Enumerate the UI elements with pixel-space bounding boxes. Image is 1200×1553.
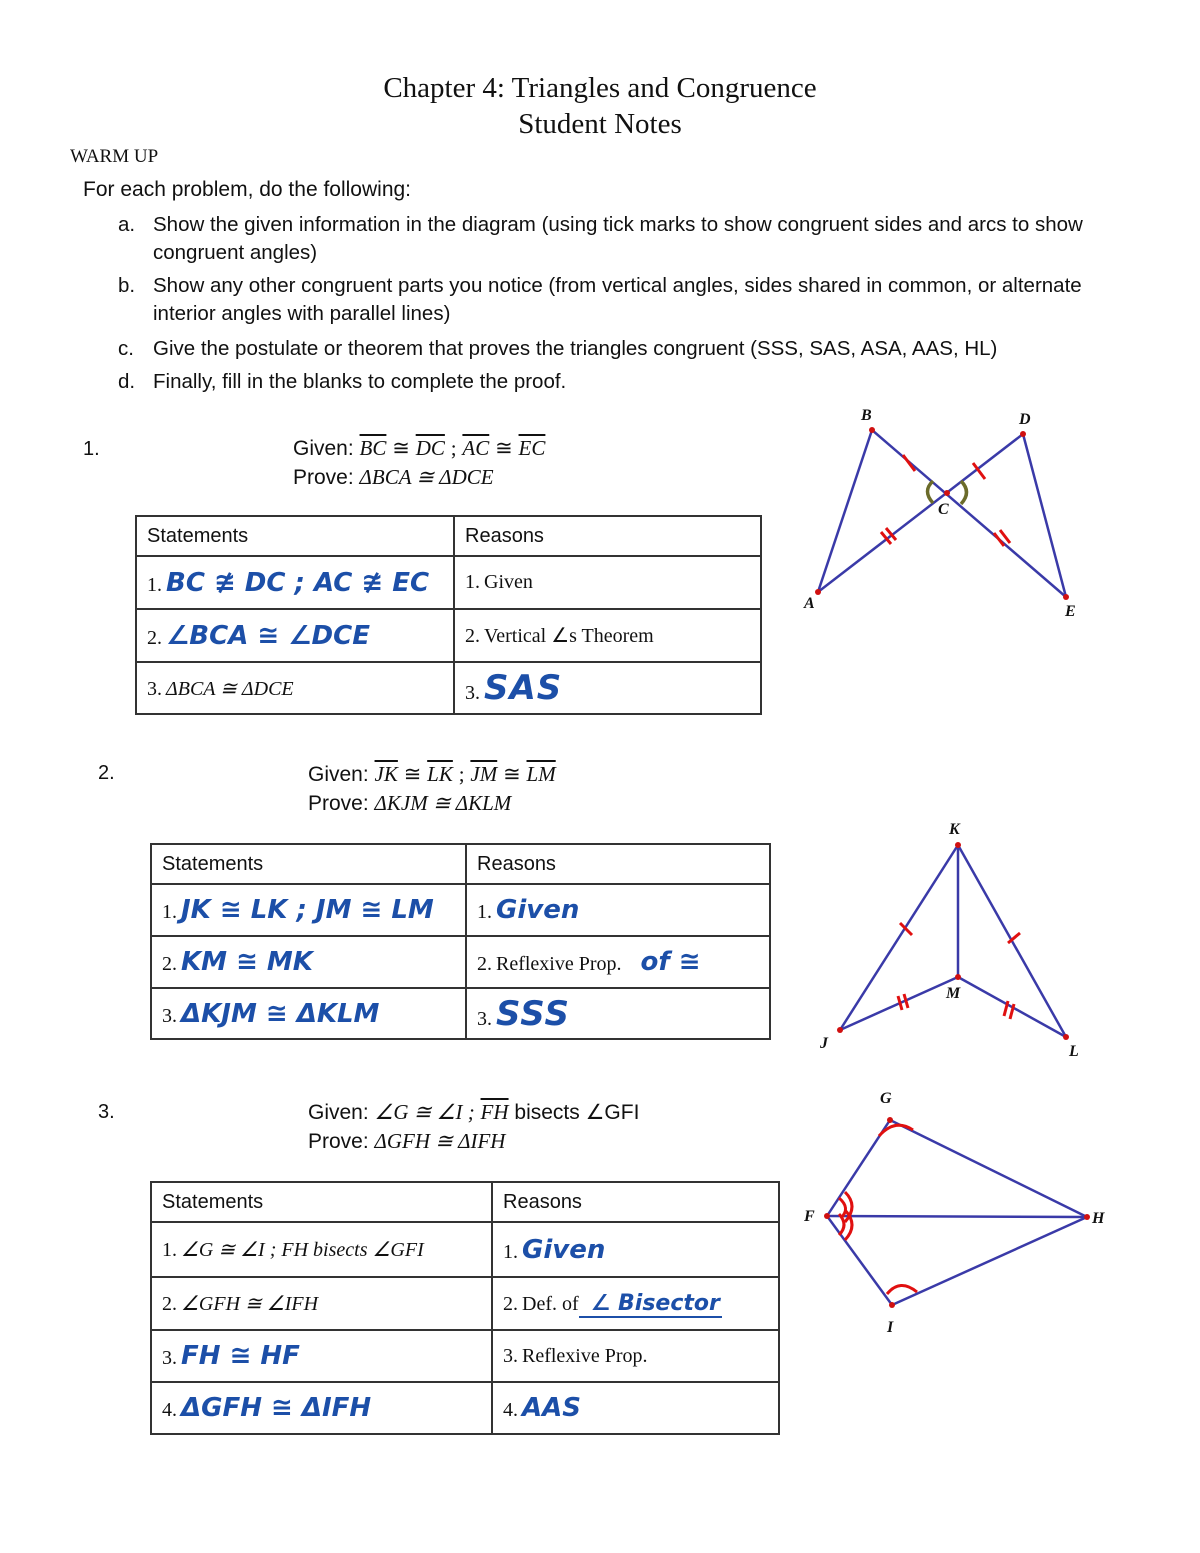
statement-text: ∠G ≅ ∠I ; FH bisects ∠GFI bbox=[181, 1239, 424, 1261]
instruction-list: a. Show the given information in the diagram (using tick marks to show congruent sides and arcs to show congruent angles) b. Show any other congruent parts you notice (from vertical angles, sides shared in common, or alternate interior angles with parallel lines) c. Give the postulate or theorem that proves the triangles congruent (SSS, SAS, ASA, AAS, HL) d. Finally, fill in the blanks to complete the proof. bbox=[118, 213, 1083, 393]
handwritten-reason: AAS bbox=[522, 1393, 581, 1423]
handwritten-reason: Given bbox=[496, 895, 580, 925]
statements-header: Statements bbox=[136, 516, 454, 556]
reason-text: Def. of bbox=[522, 1293, 579, 1315]
reasons-header: Reasons bbox=[466, 844, 770, 884]
label-A: A bbox=[804, 595, 815, 612]
table-row: 1. BC ≇ DC ; AC ≇ EC 1. Given bbox=[136, 556, 761, 609]
problem-number: 2. bbox=[98, 762, 115, 784]
segment-DA bbox=[818, 434, 1023, 592]
reason-text: Reflexive Prop. bbox=[496, 953, 622, 975]
handwritten-reason-suffix: of ≅ bbox=[640, 947, 701, 977]
label-L: L bbox=[1069, 1043, 1079, 1060]
segment-BE bbox=[872, 430, 1066, 597]
proof-table bbox=[150, 1181, 780, 1435]
segment-GH bbox=[890, 1120, 1087, 1217]
warmup-label: WARM UP bbox=[70, 146, 159, 167]
instructions-intro: For each problem, do the following: bbox=[83, 178, 412, 201]
page-title: Chapter 4: Triangles and Congruence bbox=[383, 72, 817, 104]
problem-number: 1. bbox=[83, 438, 100, 460]
reasons-header: Reasons bbox=[492, 1182, 779, 1222]
reason-text: Given bbox=[484, 571, 533, 593]
label-C: C bbox=[938, 501, 949, 518]
label-B: B bbox=[861, 407, 872, 424]
given-prove-block bbox=[293, 434, 545, 492]
table-row: 1. JK ≅ LK ; JM ≅ LM 1. Given bbox=[151, 884, 770, 936]
segment-IH bbox=[892, 1217, 1087, 1305]
diagram-problem-2 bbox=[810, 815, 1100, 1065]
label-M: M bbox=[946, 985, 961, 1002]
reason-text: Vertical ∠s Theorem bbox=[484, 625, 654, 647]
table-row: 3. FH ≅ HF 3. Reflexive Prop. bbox=[151, 1330, 779, 1382]
diagram-problem-1 bbox=[790, 400, 1090, 630]
segment-FI bbox=[827, 1216, 892, 1305]
handwritten-reason: SSS bbox=[496, 993, 571, 1034]
segment-FH bbox=[827, 1216, 1087, 1217]
label-I: I bbox=[887, 1319, 894, 1336]
given-line: Given: $\overline{BC}$ ≅ $\overline{DC}$ ; $\overline{AC}$ ≅ $\overline{EC}$ bbox=[293, 436, 546, 460]
points bbox=[837, 842, 1069, 1040]
handwritten-statement: KM ≅ MK bbox=[181, 947, 313, 977]
handwritten-statement: ∠BCA ≅ ∠DCE bbox=[166, 620, 370, 651]
table-row: 2. ∠GFH ≅ ∠IFH 2. Def. of ∠ Bisector bbox=[151, 1277, 779, 1330]
statements-header: Statements bbox=[151, 844, 466, 884]
problem-number: 3. bbox=[98, 1101, 115, 1123]
table-row: 3. ΔBCA ≅ ΔDCE 3. SAS bbox=[136, 662, 761, 714]
prove-line: Prove: ΔBCA ≅ ΔDCE bbox=[293, 465, 494, 489]
label-H: H bbox=[1092, 1210, 1105, 1227]
label-F: F bbox=[804, 1208, 815, 1225]
proof-table bbox=[135, 515, 762, 715]
prove-line: Prove: ΔGFH ≅ ΔIFH bbox=[308, 1129, 506, 1153]
points bbox=[824, 1117, 1090, 1308]
statement-text: ΔBCA ≅ ΔDCE bbox=[166, 677, 294, 700]
table-row: 2. ∠BCA ≅ ∠DCE 2. Vertical ∠s Theorem bbox=[136, 609, 761, 662]
page-subtitle: Student Notes bbox=[518, 108, 682, 140]
label-K: K bbox=[949, 821, 960, 838]
statement-text: ∠GFH ≅ ∠IFH bbox=[181, 1293, 319, 1315]
label-G: G bbox=[880, 1090, 892, 1107]
given-line: Given: ∠G ≅ ∠I ; $\overline{FH}$ bisects ∠GFI bbox=[308, 1100, 640, 1124]
diagram-problem-3 bbox=[795, 1080, 1125, 1350]
handwritten-statement: JK ≅ LK ; JM ≅ LM bbox=[181, 895, 434, 925]
reasons-header: Reasons bbox=[454, 516, 761, 556]
given-line: Given: $\overline{JK}$ ≅ $\overline{LK}$ ; $\overline{JM}$ ≅ $\overline{LM}$ bbox=[308, 762, 556, 786]
handwritten-reason-suffix: ∠ Bisector bbox=[579, 1291, 722, 1318]
table-row: 4. ΔGFH ≅ ΔIFH 4. AAS bbox=[151, 1382, 779, 1434]
label-J: J bbox=[820, 1035, 828, 1052]
reason-text: Reflexive Prop. bbox=[522, 1344, 648, 1367]
segment-DE bbox=[1023, 434, 1066, 597]
segment-BA bbox=[818, 430, 872, 592]
table-row: 2. KM ≅ MK 2. Reflexive Prop. of ≅ bbox=[151, 936, 770, 988]
handwritten-statement: BC ≇ DC ; AC ≇ EC bbox=[166, 567, 430, 598]
handwritten-statement: ΔGFH ≅ ΔIFH bbox=[181, 1393, 372, 1423]
label-D: D bbox=[1019, 411, 1031, 428]
handwritten-statement: ΔKJM ≅ ΔKLM bbox=[181, 998, 380, 1029]
given-prove-block bbox=[308, 1098, 639, 1156]
label-E: E bbox=[1065, 603, 1076, 620]
angle-arcs bbox=[839, 1125, 917, 1294]
statements-header: Statements bbox=[151, 1182, 492, 1222]
table-row: 1. ∠G ≅ ∠I ; FH bisects ∠GFI 1. Given bbox=[151, 1222, 779, 1277]
given-prove-block bbox=[308, 760, 556, 818]
prove-line: Prove: ΔKJM ≅ ΔKLM bbox=[308, 791, 512, 815]
handwritten-reason: SAS bbox=[484, 668, 563, 708]
proof-table bbox=[150, 843, 771, 1040]
table-row: 3. ΔKJM ≅ ΔKLM 3. SSS bbox=[151, 988, 770, 1039]
handwritten-reason: Given bbox=[522, 1234, 606, 1265]
handwritten-statement: FH ≅ HF bbox=[181, 1341, 300, 1371]
